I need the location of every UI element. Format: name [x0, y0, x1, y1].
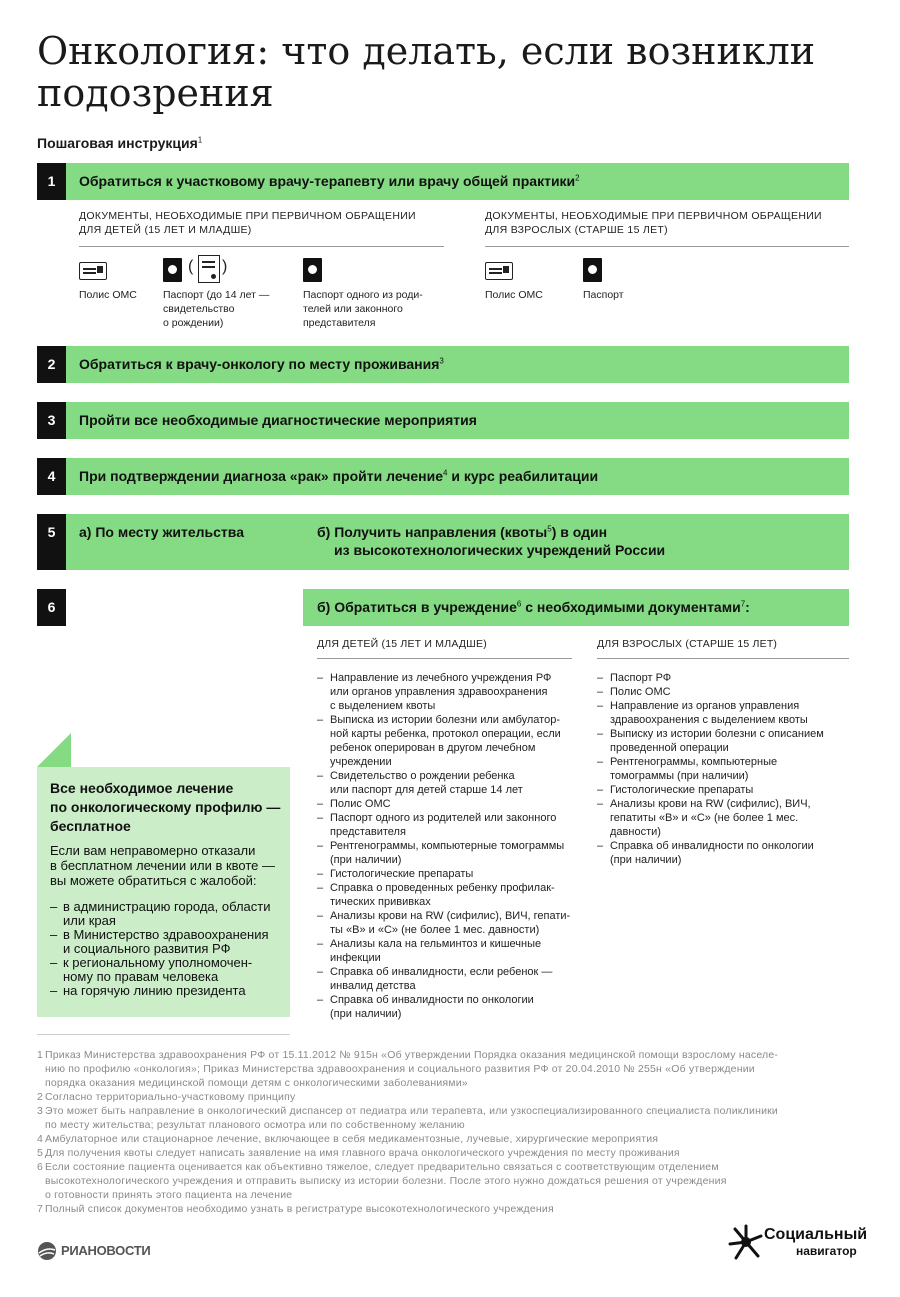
- step-5-number: 5: [37, 514, 66, 570]
- step-6-footnote-ref-a: 6: [516, 599, 522, 609]
- step-4-text-end: и курс реабилитации: [447, 468, 599, 484]
- doc-label-line: о рождении): [163, 317, 224, 329]
- list-item: – Анализы кала на гельминтоз и кишечные инфекции: [317, 937, 592, 965]
- list-item: – Паспорт РФ: [597, 671, 849, 685]
- docs-adults-divider: [485, 246, 849, 247]
- subtitle-footnote-ref: 1: [197, 135, 203, 145]
- step-1-bar: [66, 163, 849, 200]
- step-5-option-b: [317, 523, 837, 559]
- list-item: – к региональному уполномочен- ному по правам человека: [50, 956, 285, 984]
- list-children-divider: [317, 658, 572, 659]
- doc-label-line: Паспорт: [583, 289, 624, 301]
- step-6-footnote-ref-b: 7: [740, 599, 746, 609]
- passport-icon: [303, 258, 322, 282]
- doc-label-adults-1: [485, 288, 575, 302]
- step-6-text-end: :: [745, 599, 750, 615]
- step-4-bar: [66, 458, 849, 495]
- step-5-option-b-text-end: ) в один: [551, 524, 608, 540]
- docs-adults-heading-line-2: ДЛЯ ВЗРОСЛЫХ (СТАРШЕ 15 ЛЕТ): [485, 224, 668, 236]
- doc-label-line: Паспорт (до 14 лет —: [163, 289, 270, 301]
- list-item: – Анализы крови на RW (сифилис), ВИЧ, гепати- ты «В» и «С» (не более 1 мес. давности): [317, 909, 592, 937]
- footnote: 1 Приказ Министерства здравоохранения РФ от 15.11.2012 № 915н «Об утверждении Порядка оказания медицинской помощи взрослому населе- нию по профилю «онкология»; Приказ Министерства здравоохранения и социального развития РФ от 20.04.2010 № 255н «Об утверждении порядка оказания медицинской помощи детям с онкологическими заболеваниями»: [37, 1049, 779, 1089]
- footnote: 5 Для получения квоты следует написать заявление на имя главного врача онкологического учреждения по месту проживания: [37, 1147, 680, 1159]
- doc-label-line: телей или законного: [303, 303, 403, 315]
- docs-children-divider: [79, 246, 444, 247]
- footnotes: [37, 1048, 852, 1216]
- info-box-text: Если вам неправомерно отказали в бесплатном лечении или в квоте — вы можете обратиться с жалобой:: [50, 843, 276, 888]
- passport-icon: [583, 258, 602, 282]
- step-1-footnote-ref: 2: [575, 173, 580, 183]
- passport-icon: [163, 258, 182, 282]
- list-item: – Свидетельство о рождении ребенка или паспорт для детей старше 14 лет: [317, 769, 592, 797]
- docs-children-heading: [79, 209, 449, 237]
- list-item: – Гистологические препараты: [597, 783, 849, 797]
- doc-label-adults-2: [583, 288, 673, 302]
- step-1-text: Обратиться к участковому врачу-терапевту или врачу общей практики: [79, 173, 576, 189]
- docs-children-heading-line-2: ДЛЯ ДЕТЕЙ (15 ЛЕТ И МЛАДШЕ): [79, 224, 252, 236]
- list-item: – Справка об инвалидности, если ребенок — инвалид детства: [317, 965, 592, 993]
- list-item: – на горячую линию президента: [50, 984, 285, 998]
- step-3-text: Пройти все необходимые диагностические мероприятия: [79, 412, 477, 428]
- step-5-option-a: а) По месту жительства: [79, 524, 244, 540]
- list-children-heading: ДЛЯ ДЕТЕЙ (15 ЛЕТ И МЛАДШЕ): [317, 638, 487, 650]
- list-item: – Рентгенограммы, компьютерные томограммы (при наличии): [597, 755, 849, 783]
- list-item: – в администрацию города, области или края: [50, 900, 285, 928]
- step-4-footnote-ref: 4: [443, 468, 448, 478]
- footnote: 2 Согласно территориально-участковому принципу: [37, 1091, 296, 1103]
- info-box-title: Все необходимое лечение по онкологическому профилю — бесплатное: [50, 780, 281, 834]
- open-paren-glyph: (: [188, 258, 194, 275]
- title-line-1: Онкология: что делать, если возникли: [37, 29, 816, 73]
- list-item: – Рентгенограммы, компьютерные томограммы (при наличии): [317, 839, 592, 867]
- list-item: – Гистологические препараты: [317, 867, 592, 881]
- doc-label-line: представителя: [303, 317, 376, 329]
- step-3-number: 3: [37, 402, 66, 439]
- step-6-text: б) Обратиться в учреждение: [317, 599, 517, 615]
- step-6-bar: [303, 589, 849, 626]
- list-item: – Справка о проведенных ребенку профилак- тических прививках: [317, 881, 592, 909]
- step-4-number: 4: [37, 458, 66, 495]
- list-item: – в Министерство здравоохранения и социального развития РФ: [50, 928, 285, 956]
- doc-label-line: свидетельство: [163, 303, 235, 315]
- footnotes-divider: [37, 1034, 290, 1035]
- ria-globe-icon: [37, 1241, 57, 1261]
- step-5-bar: [66, 514, 849, 570]
- close-paren-glyph: ): [222, 258, 228, 275]
- list-children: [317, 671, 592, 1021]
- list-item: – Справка об инвалидности по онкологии (при наличии): [597, 839, 849, 867]
- doc-label-line: Паспорт одного из роди-: [303, 289, 423, 301]
- doc-label-children-1: [79, 288, 159, 302]
- docs-children-heading-line-1: ДОКУМЕНТЫ, НЕОБХОДИМЫЕ ПРИ ПЕРВИЧНОМ ОБРАЩЕНИИ: [79, 210, 416, 222]
- info-box-list: [50, 900, 285, 998]
- doc-label-line: Полис ОМС: [485, 289, 543, 301]
- ria-logo-text: РИАНОВОСТИ: [61, 1243, 151, 1258]
- step-2-footnote-ref: 3: [439, 356, 444, 366]
- list-adults-heading: ДЛЯ ВЗРОСЛЫХ (СТАРШЕ 15 ЛЕТ): [597, 638, 778, 650]
- step-6-number: 6: [37, 589, 66, 626]
- step-4-text: При подтверждении диагноза «рак» пройти лечение: [79, 468, 444, 484]
- list-item: – Анализы крови на RW (сифилис), ВИЧ, гепатиты «В» и «С» (не более 1 мес. давности): [597, 797, 849, 839]
- footnote: 6 Если состояние пациента оценивается как объективно тяжелое, следует предварительно связаться с соответствующим отделением высокотехнологического учреждения и отправить выписку из истории болезни. После этого нужно дождаться решения от учреждения о готовности принять этого пациента на лечение: [37, 1161, 727, 1201]
- step-3-bar: [66, 402, 849, 439]
- footnote: 3 Это может быть направление в онкологический диспансер от педиатра или терапевта, или узкоспециализированного специалиста поликлиники по месту жительства; результат планового осмотра или по собственному желанию: [37, 1105, 778, 1131]
- list-item: – Полис ОМС: [317, 797, 592, 811]
- ria-novosti-logo: [37, 1241, 167, 1261]
- step-5-footnote-ref: 5: [547, 524, 552, 534]
- subtitle-text: Пошаговая инструкция: [37, 135, 198, 151]
- step-6-text-mid: с необходимыми документами: [521, 599, 741, 615]
- medical-policy-card-icon: [485, 262, 513, 280]
- footnote: 4 Амбулаторное или стационарное лечение, включающее в себя медикаментозные, лучевые, хирургические мероприятия: [37, 1133, 659, 1145]
- title-line-2: подозрения: [37, 71, 274, 115]
- docs-adults-heading: [485, 209, 850, 237]
- step-1-number: 1: [37, 163, 66, 200]
- list-item: – Выписку из истории болезни с описанием проведенной операции: [597, 727, 849, 755]
- step-2-bar: [66, 346, 849, 383]
- list-item: – Выписка из истории болезни или амбулатор- ной карты ребенка, протокол операции, если ребенок оперирован в другом лечебном учреждении: [317, 713, 592, 769]
- list-item: – Полис ОМС: [597, 685, 849, 699]
- info-box: [37, 767, 290, 1017]
- doc-label-children-3: [303, 288, 453, 330]
- page-title: [37, 30, 857, 114]
- step-2-number: 2: [37, 346, 66, 383]
- docs-adults-heading-line-1: ДОКУМЕНТЫ, НЕОБХОДИМЫЕ ПРИ ПЕРВИЧНОМ ОБРАЩЕНИИ: [485, 210, 822, 222]
- step-2-text: Обратиться к врачу-онкологу по месту проживания: [79, 356, 440, 372]
- social-navigator-text-1: Социальный: [764, 1226, 868, 1243]
- list-item: – Направление из органов управления здравоохранения с выделением квоты: [597, 699, 849, 727]
- social-navigator-logo: [728, 1222, 868, 1262]
- social-navigator-star-icon: [728, 1224, 764, 1260]
- list-adults-divider: [597, 658, 849, 659]
- subtitle: [37, 135, 202, 151]
- step-5-option-b-text: б) Получить направления (квоты: [317, 524, 548, 540]
- list-item: – Справка об инвалидности по онкологии (при наличии): [317, 993, 592, 1021]
- doc-label-children-2: [163, 288, 293, 330]
- list-item: – Паспорт одного из родителей или законного представителя: [317, 811, 592, 839]
- social-navigator-text-2: навигатор: [796, 1244, 857, 1258]
- doc-label-line: Полис ОМС: [79, 289, 137, 301]
- medical-policy-card-icon: [79, 262, 107, 280]
- list-item: – Направление из лечебного учреждения РФ или органов управления здравоохранения с выделением квоты: [317, 671, 592, 713]
- footnote: 7 Полный список документов необходимо узнать в регистратуре высокотехнологического учреждения: [37, 1203, 554, 1215]
- birth-certificate-icon: [198, 255, 220, 283]
- info-box-corner: [37, 733, 71, 767]
- list-adults: [597, 671, 849, 867]
- step-5-option-b-line-2: из высокотехнологических учреждений России: [334, 542, 666, 558]
